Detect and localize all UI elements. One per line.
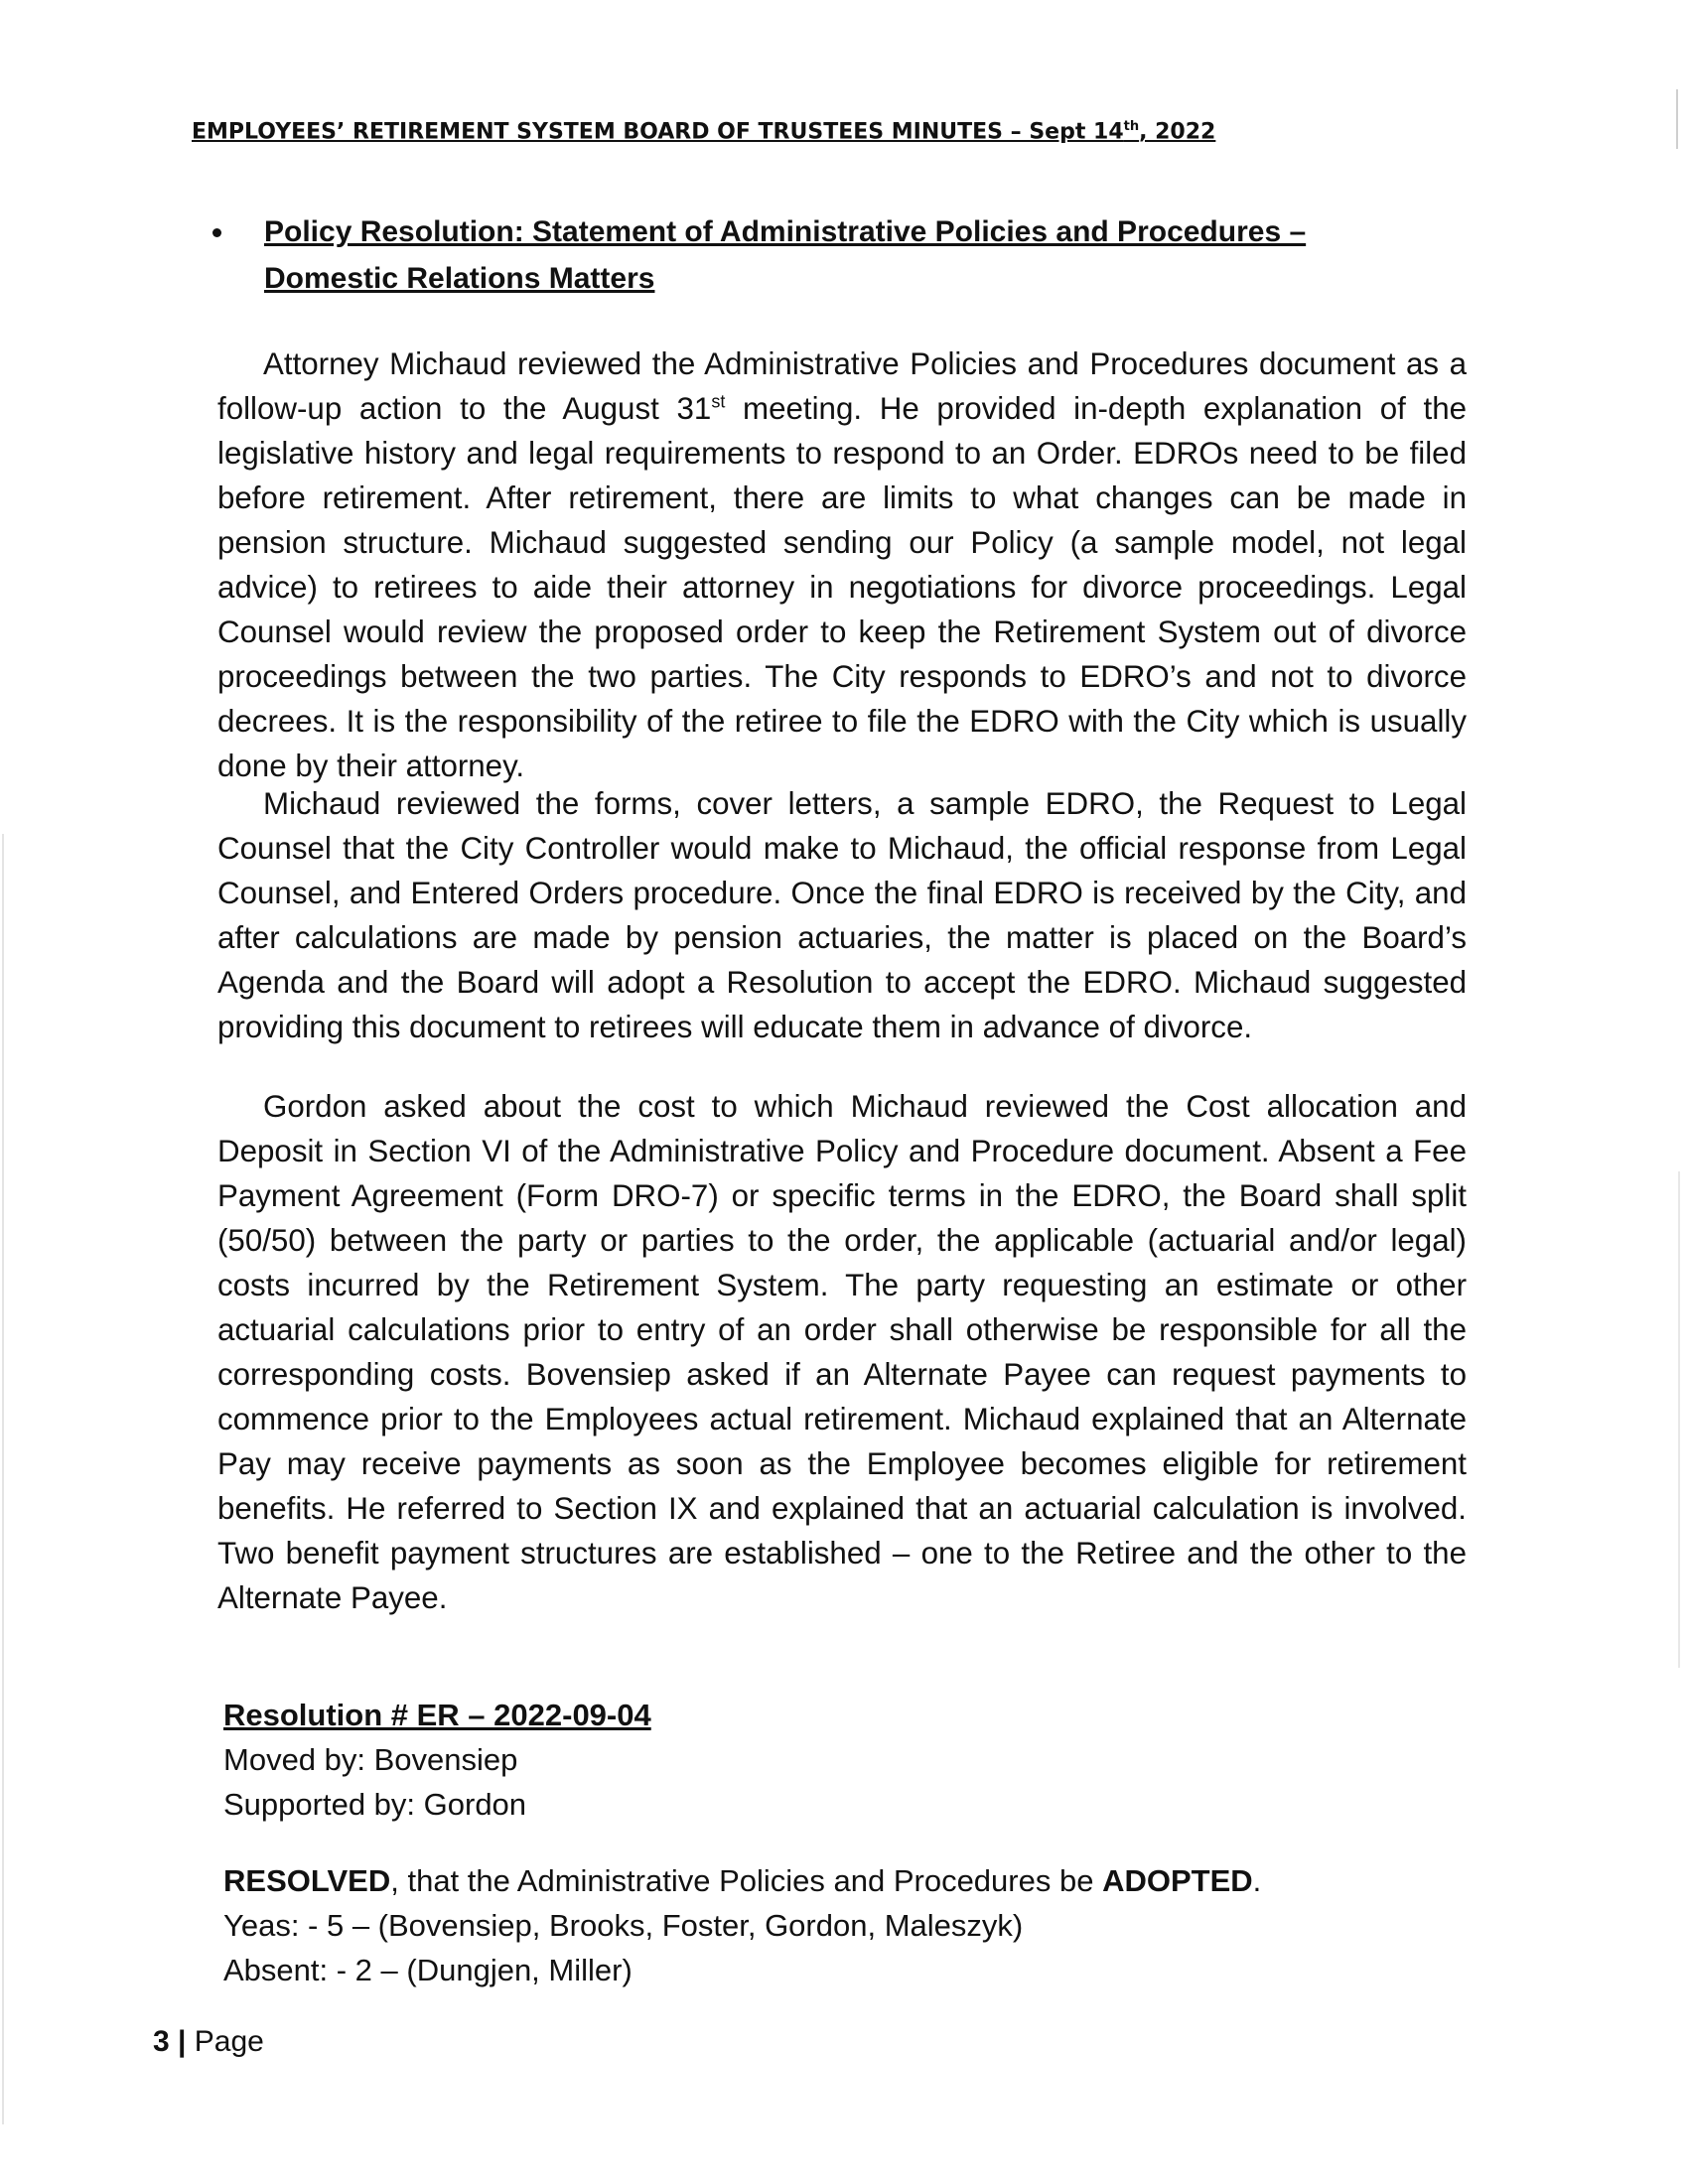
resolved-text: , that the Administrative Policies and Procedures be [390, 1863, 1103, 1898]
paragraph-3-text: Gordon asked about the cost to which Michaud reviewed the Cost allocation and Deposit in Section VI of the Administrative Policy and Procedure document. Absent a Fee Payment Agreement (Form DRO-7) or specific terms in the EDRO, the Board shall split (50/50) between the party or parties to the order, the applicable (actuarial and/or legal) costs incurred by the Retirement System. The party requesting an estimate or other actuarial calculations prior to entry of an order shall otherwise be responsible for all the corresponding costs. Bovensiep asked if an Alternate Payee can request payments to commence prior to the Employees actual retirement. Michaud explained that an Alternate Pay may receive payments as soon as the Employee becomes eligible for retirement benefits. He referred to Section IX and explained that an actuarial calculation is involved. Two benefit payment structures are established – one to the Retiree and the other to the Alternate Payee. [217, 1089, 1467, 1615]
paragraph-forms-review [217, 781, 1467, 1049]
header-title-suffix: , 2022 [1139, 119, 1216, 145]
section-title: Policy Resolution: Statement of Administrative Policies and Procedures – Domestic Relations Matters [264, 215, 1307, 295]
resolved-statement [223, 1863, 1261, 1899]
page-header [192, 119, 1343, 144]
paragraph-cost-discussion [217, 1084, 1467, 1620]
header-title-sup: th [1123, 119, 1140, 134]
page-number: 3 [153, 2025, 170, 2058]
scan-edge-mark-top [1676, 89, 1678, 149]
adopted-keyword: ADOPTED [1102, 1863, 1253, 1898]
header-title-prefix: EMPLOYEES’ RETIREMENT SYSTEM BOARD OF TRUSTEES MINUTES – Sept 14 [192, 119, 1124, 145]
absent-line: Absent: - 2 – (Dungjen, Miller) [223, 1953, 633, 1987]
paragraph-1-text-b: meeting. He provided in-depth explanation of the legislative history and legal requirements to respond to an Order. EDROs need to be filed before retirement. After retirement, there are limits to what changes can be made in pension structure. Michaud suggested sending our Policy (a sample model, not legal advice) to retirees to aide their attorney in negotiations for divorce proceedings. Legal Counsel would review the proposed order to keep the Retirement System out of divorce proceedings between the two parties. The City responds to EDRO’s and not to divorce decrees. It is the responsibility of the retiree to file the EDRO with the City which is usually done by their attorney. [217, 391, 1468, 783]
page-separator: | [169, 2025, 195, 2058]
page-label: Page [194, 2025, 264, 2058]
resolution-heading: Resolution # ER – 2022-09-04 [223, 1698, 651, 1732]
supported-by-line: Supported by: Gordon [223, 1787, 527, 1822]
bullet-icon [212, 228, 221, 237]
page-footer [153, 2025, 264, 2059]
moved-by-line: Moved by: Bovensiep [223, 1742, 518, 1777]
yeas-line: Yeas: - 5 – (Bovensiep, Brooks, Foster, Gordon, Maleszyk) [223, 1908, 1024, 1943]
paragraph-2-text: Michaud reviewed the forms, cover letters, a sample EDRO, the Request to Legal Counsel that the City Controller would make to Michaud, the official response from Legal Counsel, and Entered Orders procedure. Once the final EDRO is received by the City, and after calculations are made by pension actuaries, the matter is placed on the Board’s Agenda and the Board will adopt a Resolution to accept the EDRO. Michaud suggested providing this document to retirees will educate them in advance of divorce. [217, 786, 1467, 1044]
scan-edge-mark-left [2, 834, 4, 2124]
paragraph-policy-review [217, 341, 1467, 788]
resolved-keyword: RESOLVED [223, 1863, 391, 1898]
paragraph-1-text-a: Attorney Michaud reviewed the Administrative Policies and Procedures document as a follow-up action to the August 31 [217, 346, 1467, 426]
paragraph-1-sup: st [711, 391, 726, 412]
resolved-end: . [1252, 1863, 1262, 1898]
scan-edge-mark-right [1678, 1171, 1680, 1668]
